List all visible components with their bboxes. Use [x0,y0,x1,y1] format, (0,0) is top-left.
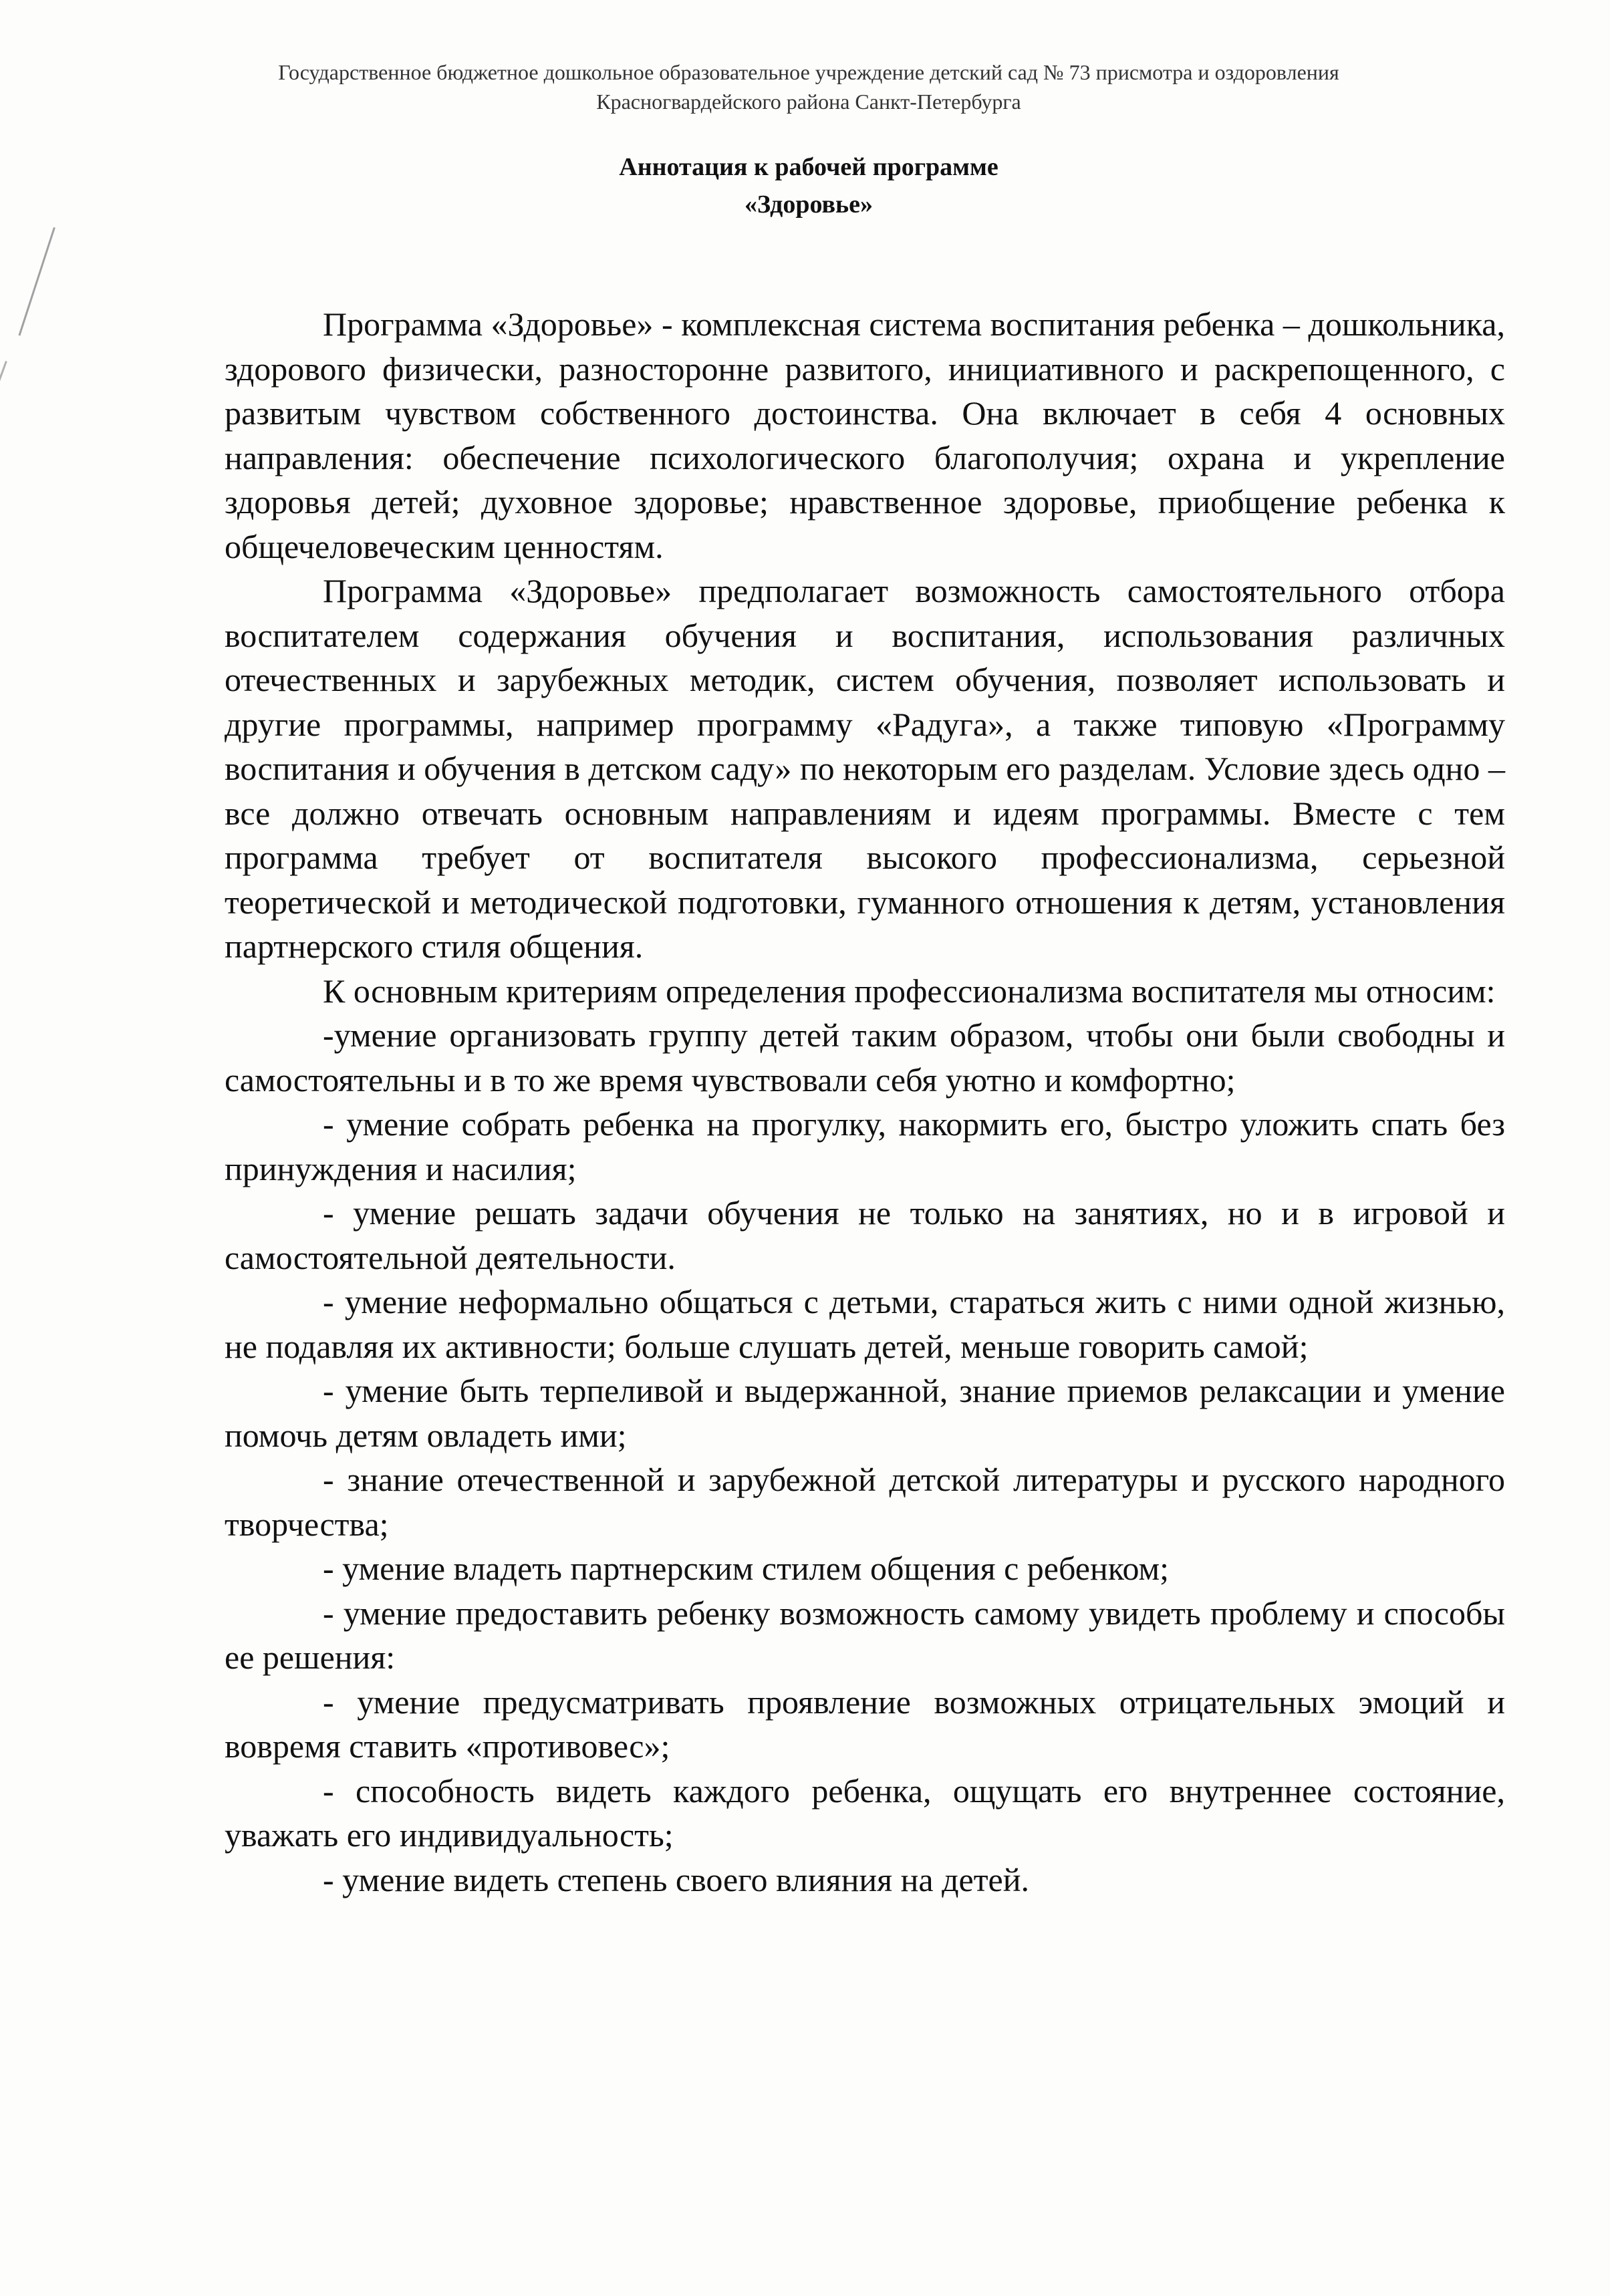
criteria-item: - умение видеть степень своего влияния на детей. [323,1860,1030,1898]
scan-edge-mark [0,361,7,399]
criteria-item: - умение неформально общаться с детьми, стараться жить с ними одной жизнью, не подавляя их активности; больше слушать детей, меньше говорить самой; [225,1283,1505,1365]
criteria-item: - умение решать задачи обучения не только на занятиях, но и в игровой и самостоятельной деятельности. [225,1194,1505,1276]
body-paragraph: Программа «Здоровье» предполагает возможность самостоятельного отбора воспитателем содержания обучения и воспитания, использования различных отечественных и зарубежных методик, систем обучения, позволяет использовать и другие программы, например программу «Радуга», а также типовую «Программу воспитания и обучения в детском саду» по некоторым его разделам. Условие здесь одно – все должно отвечать основным направлениям и идеям программы. Вместе с тем программа требует от воспитателя высокого профессионализма, серьезной теоретической и методической подготовки, гуманного отношения к детям, установления партнерского стиля общения. [225,572,1505,965]
criteria-item: - умение быть терпеливой и выдержанной, знание приемов релаксации и умение помочь детям овладеть ими; [225,1372,1505,1454]
body-paragraph: К основным критериям определения профессионализма воспитателя мы относим: [323,972,1496,1010]
title-line-1: Аннотация к рабочей программе [619,153,998,181]
institution-header [107,57,1510,116]
institution-name: Государственное бюджетное дошкольное образовательное учреждение детский сад № 73 присмотра и оздоровления [278,60,1339,84]
body-paragraph: Программа «Здоровье» - комплексная система воспитания ребенка – дошкольника, здорового физически, разносторонне развитого, инициативного и раскрепощенного, с развитым чувством собственного достоинства. Она включает в себя 4 основных направления: обеспечение психологического благополучия; охрана и укрепление здоровья детей; духовное здоровье; нравственное здоровье, приобщение ребенка к общечеловеческим ценностям. [225,305,1505,565]
criteria-item: - способность видеть каждого ребенка, ощущать его внутреннее состояние, уважать его индивидуальность; [225,1771,1505,1854]
document-body [225,302,1505,1902]
criteria-item: - умение собрать ребенка на прогулку, накормить его, быстро уложить спать без принуждения и насилия; [225,1105,1505,1187]
criteria-item: - знание отечественной и зарубежной детской литературы и русского народного творчества; [225,1461,1505,1543]
document-title [107,148,1510,223]
criteria-item: -умение организовать группу детей таким образом, чтобы они были свободны и самостоятельны и в то же время чувствовали себя уютно и комфортно; [225,1016,1505,1099]
scan-edge-mark [18,227,55,336]
criteria-item: - умение владеть партнерским стилем общения с ребенком; [323,1550,1170,1587]
title-line-2: «Здоровье» [744,190,873,219]
criteria-item: - умение предоставить ребенку возможность самому увидеть проблему и способы ее решения: [225,1594,1505,1676]
institution-district: Красногвардейского района Санкт-Петербурга [596,90,1021,114]
criteria-item: - умение предусматривать проявление возможных отрицательных эмоций и вовремя ставить «противовес»; [225,1683,1505,1765]
